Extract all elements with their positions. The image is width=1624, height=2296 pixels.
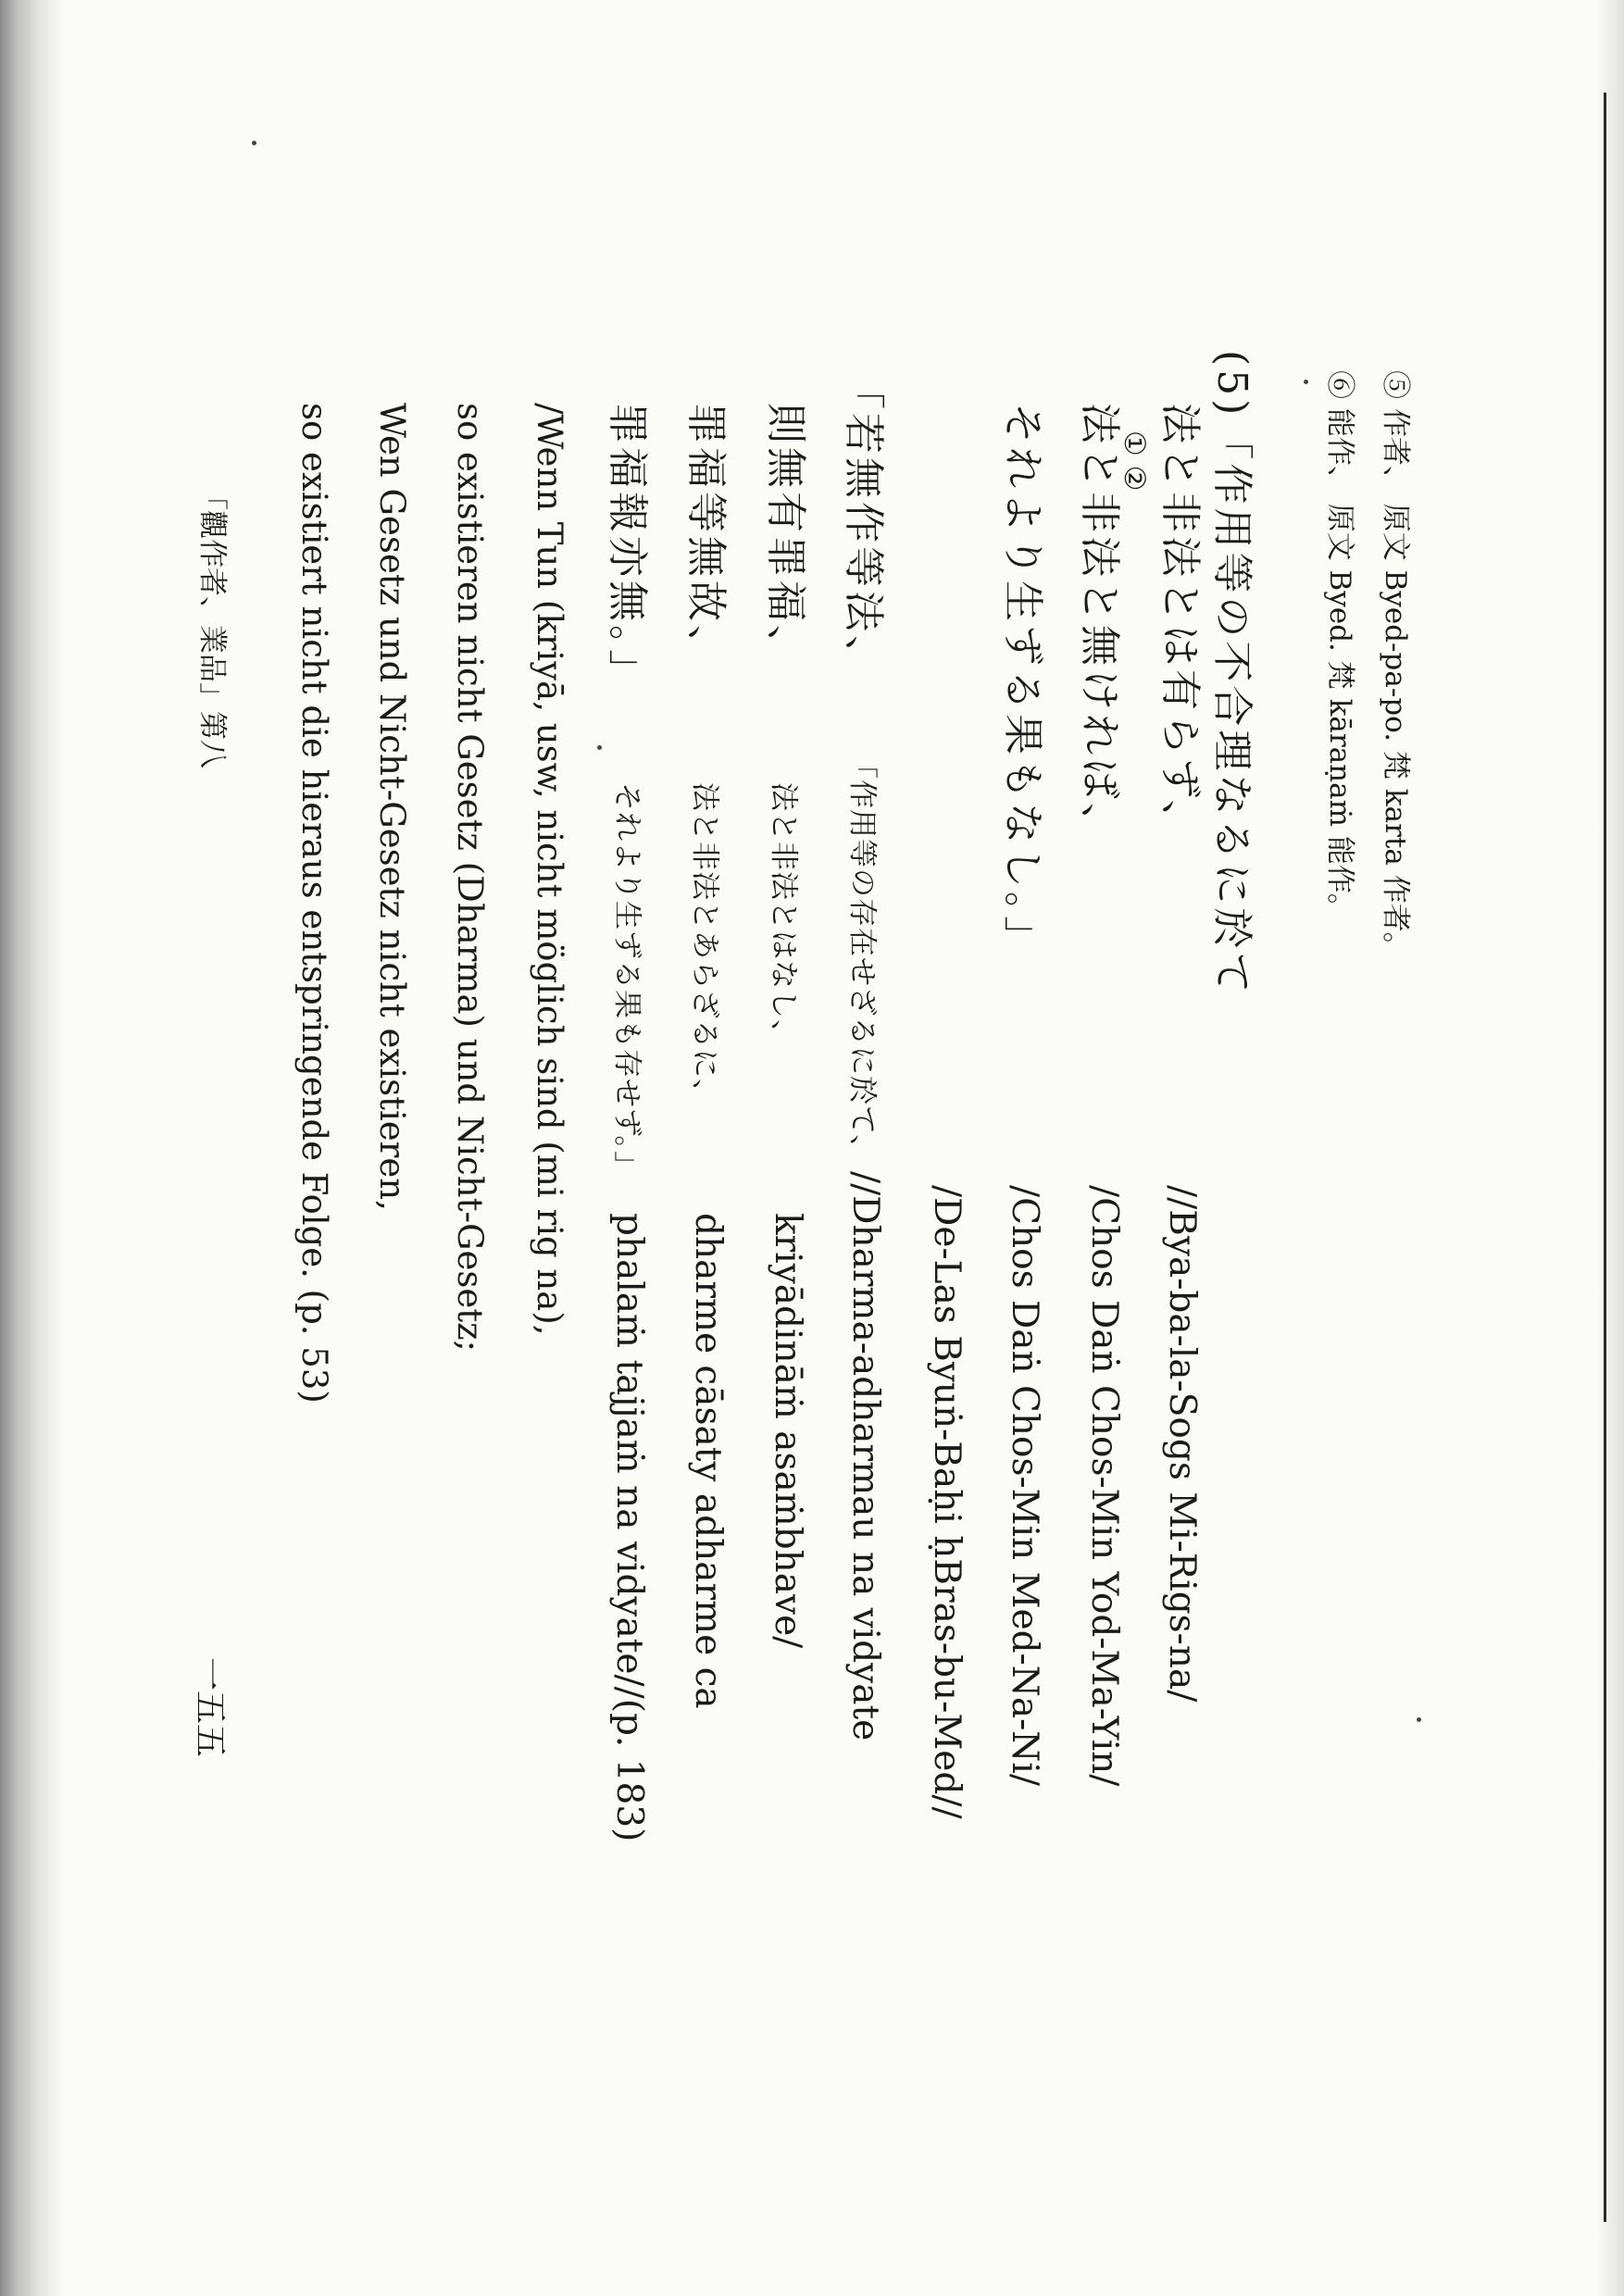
tibetan-line-3: /Chos Daṅ Chos-Min Med-Na-Ni/: [1004, 1185, 1045, 1787]
chinese-gloss-1: 「作用等の存在せざるに於て、: [845, 750, 879, 1165]
chinese-line-4: 罪福報亦無。」: [604, 403, 651, 693]
scan-speck: [597, 745, 602, 750]
page-number: 一五五: [191, 1657, 229, 1758]
footnote-5: ⑤ 作者、 原文 Byed-pa-po. 梵 karta 作者。: [1379, 370, 1412, 961]
running-footer: 「觀作者、業品」第八: [195, 481, 229, 768]
sanskrit-line-1: //Dharma-adharmau na vidyate: [844, 1171, 886, 1741]
chinese-gloss-3: 法と非法とあらざるに、: [688, 782, 721, 1108]
chinese-gloss-4: それより生ずる果も存せず。」: [610, 782, 643, 1181]
verse-jp-line-1: 法と非法とは有らず、: [1156, 403, 1204, 844]
footnote-6: ⑥ 能作、 原文 Byed. 梵 kāraṇaṁ 能作。: [1323, 370, 1356, 922]
scan-speck: [252, 141, 256, 145]
tibetan-line-4: /De-Las Byuṅ-Baḥi ḥBras-bu-Med//: [926, 1185, 968, 1819]
sanskrit-line-2: kriyādināṁ asaṁbhave/: [767, 1213, 808, 1649]
german-line-4: so existiert nicht die hieraus entspringende Folge. (p. 53): [294, 403, 334, 1404]
german-line-2: so existieren nicht Gesetz (Dharma) und Nicht-Gesetz;: [450, 403, 490, 1353]
chinese-line-2: 則無有罪福、: [762, 403, 809, 669]
verse-jp-line-2: 法と非法と無ければ、: [1076, 403, 1123, 847]
scan-speck: [1417, 1717, 1421, 1722]
chinese-line-3: 罪福等無故、: [682, 403, 730, 669]
sanskrit-line-3: dharme cāsaty adharme ca: [687, 1213, 729, 1709]
verse-5-heading: (5)「作用等の不合理なるに於て: [1208, 350, 1255, 997]
verse-jp-line-3: それより生ずる果もなし。」: [999, 403, 1046, 960]
german-line-3: Wen Gesetz und Nicht-Gesetz nicht existieren,: [372, 403, 412, 1211]
tibetan-line-1: //Bya-ba-la-Sogs Mi-Rigs-na/: [1161, 1185, 1203, 1703]
chinese-gloss-2: 法と非法とはなし、: [767, 782, 800, 1049]
german-line-1: /Wenn Tun (kriyā, usw, nicht möglich sind (mi rig na),: [530, 403, 569, 1336]
chinese-line-1: 「若無作等法、: [840, 368, 887, 680]
verse-jp-markers: ① ②: [1118, 430, 1151, 492]
sanskrit-line-4: phalaṁ tajjaṁ na vidyate//(p. 183): [608, 1213, 650, 1842]
tibetan-line-2: /Chos Daṅ Chos-Min Yod-Ma-Yin/: [1083, 1185, 1125, 1787]
scan-speck: [1304, 380, 1308, 384]
